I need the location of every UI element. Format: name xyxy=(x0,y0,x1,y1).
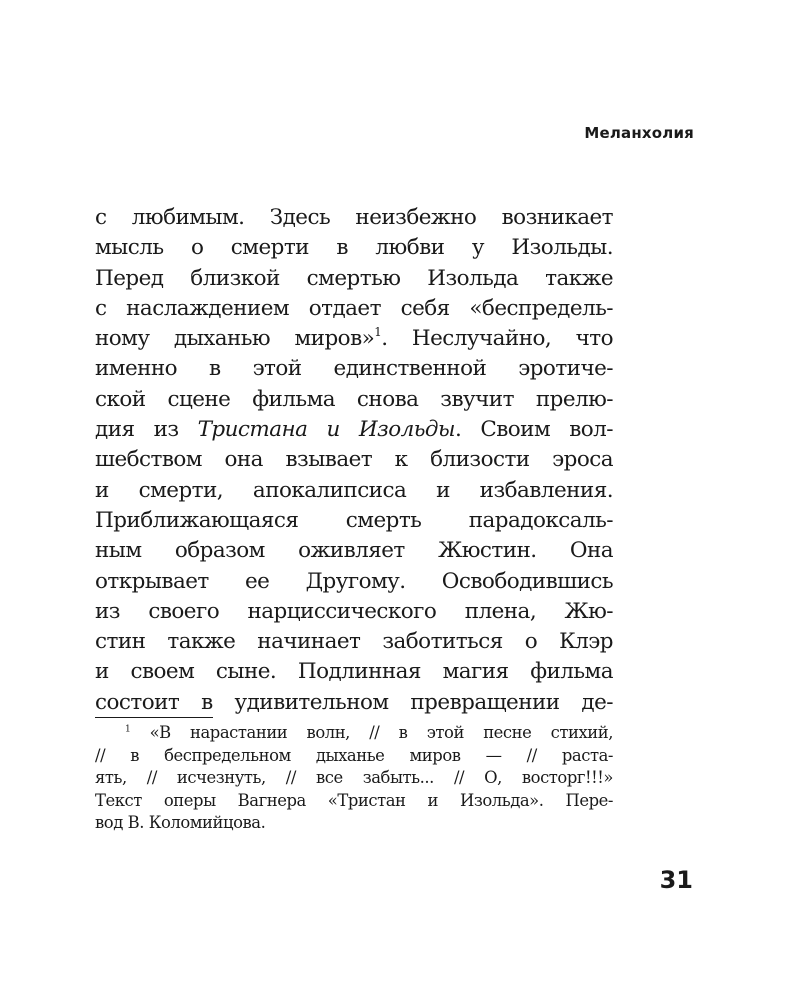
body-line: шебством она взывает к близости эроса xyxy=(95,447,613,473)
body-text xyxy=(95,203,613,718)
footnote-line: // в беспредельном дыханье миров — // раста- xyxy=(95,745,613,765)
body-line: Приближающаяся смерть парадоксаль- xyxy=(95,507,613,533)
body-text-fragment: . Неслучайно, что xyxy=(381,326,613,352)
body-line: Перед близкой смертью Изольда также xyxy=(95,265,613,291)
body-text-fragment: ному дыханью миров» xyxy=(95,326,375,352)
body-line: ным образом оживляет Жюстин. Она xyxy=(95,538,613,564)
footnote-marker: 1 xyxy=(125,724,131,735)
footnote xyxy=(95,722,613,835)
footnote-text-fragment: «В нарастании волн, // в этой песне стихий, xyxy=(149,723,613,742)
body-line: с любимым. Здесь неизбежно возникает xyxy=(95,205,613,230)
body-text-fragment: . Своим вол- xyxy=(454,417,613,443)
body-line: ской сцене фильма снова звучит прелю- xyxy=(95,386,613,412)
body-text-fragment: дия из xyxy=(95,417,198,443)
footnote-line xyxy=(95,722,613,745)
footnote-line: Текст оперы Вагнера «Тристан и Изольда». Пере- xyxy=(95,790,613,810)
italic-title: Тристана и Изольды xyxy=(197,417,455,443)
body-line xyxy=(95,415,613,445)
body-line: открывает ее Другому. Освободившись xyxy=(95,568,613,594)
running-head: Меланхолия xyxy=(584,124,694,142)
footnote-reference: 1 xyxy=(374,325,382,340)
body-line: и смерти, апокалипсиса и избавления. xyxy=(95,477,613,503)
body-line: с наслаждением отдает себя «беспредель- xyxy=(95,295,613,321)
footnote-line: ять, // исчезнуть, // все забыть... // О, восторг!!!» xyxy=(95,768,613,787)
body-line: стин также начинает заботиться о Клэр xyxy=(95,629,613,655)
body-line: и своем сыне. Подлинная магия фильма xyxy=(95,659,613,685)
page-number: 31 xyxy=(659,866,693,894)
body-line: состоит в удивительном превращении де- xyxy=(95,689,613,715)
body-line xyxy=(95,324,613,354)
footnote-separator xyxy=(95,717,213,718)
body-line: мысль о смерти в любви у Изольды. xyxy=(95,235,613,261)
body-line: из своего нарциссического плена, Жю- xyxy=(95,598,613,624)
footnote-line: вод В. Коломийцова. xyxy=(95,813,266,832)
body-line: именно в этой единственной эротиче- xyxy=(95,356,613,382)
